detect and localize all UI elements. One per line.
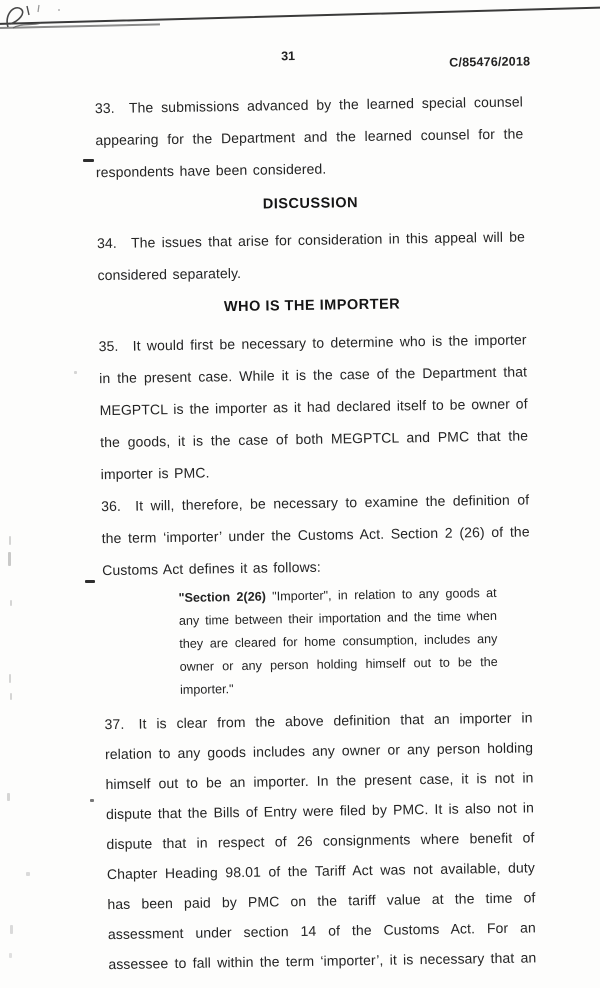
statute-quote-lead: "Section 2(26) xyxy=(178,589,266,605)
paragraph-37-number: 37. xyxy=(104,715,125,733)
paragraph-36-text: It will, therefore, be necessary to examine the definition of the term ‘importer’ under the Customs Act. Section 2 (26) of the Customs Act defines it as follows: xyxy=(101,491,530,579)
paragraph-35-text: It would first be necessary to determine who is the importer in the present case. While it is the case of the Department that MEGPTCL is the importer as it had declared itself to be owner of the goods, it is the case of both MEGPTCL and PMC that the importer is PMC. xyxy=(99,331,529,483)
paragraph-36-number: 36. xyxy=(101,497,122,515)
paragraph-33 xyxy=(95,85,524,188)
paragraph-34-number: 34. xyxy=(96,234,117,252)
paragraph-35 xyxy=(98,323,528,490)
paragraph-36 xyxy=(101,483,530,586)
paragraph-33-text: The submissions advanced by the learned special counsel appearing for the Department and the learned counsel for the respondents have been considered. xyxy=(95,93,524,181)
paragraph-33-number: 33. xyxy=(94,99,115,117)
statute-quote-body: "Importer", in relation to any goods at any time between their importation and the time when they are cleared for home consumption, includes any owner or any person holding himself out to be the importer." xyxy=(178,585,498,697)
paragraph-37-text: It is clear from the above definition that an importer in relation to any goods includes any owner or any person holding himself out to be an importer. In the present case, it is not in dispute that the Bills of Entry were filed by PMC. It is also not in dispute that in respect of 26 consignments where benefit of Chapter Heading 98.01 of the Tariff Act was not available, duty has been paid by PMC on the tariff value at the time of assessment under section 14 of the Customs Act. For an assessee to fall within the term ‘importer’, it is necessary that an xyxy=(104,709,537,973)
paragraph-34-text: The issues that arise for consideration in this appeal will be considered separately. xyxy=(97,228,526,284)
paragraph-35-number: 35. xyxy=(98,337,119,355)
heading-who-is-the-importer: WHO IS THE IMPORTER xyxy=(223,296,401,316)
statute-quote-section-2-26 xyxy=(178,582,498,702)
paragraph-34 xyxy=(97,220,526,291)
case-number: C/85476/2018 xyxy=(449,54,531,70)
page-number: 31 xyxy=(281,49,296,64)
paragraph-37 xyxy=(104,702,536,979)
page-header xyxy=(0,42,594,81)
heading-discussion: DISCUSSION xyxy=(262,195,359,213)
